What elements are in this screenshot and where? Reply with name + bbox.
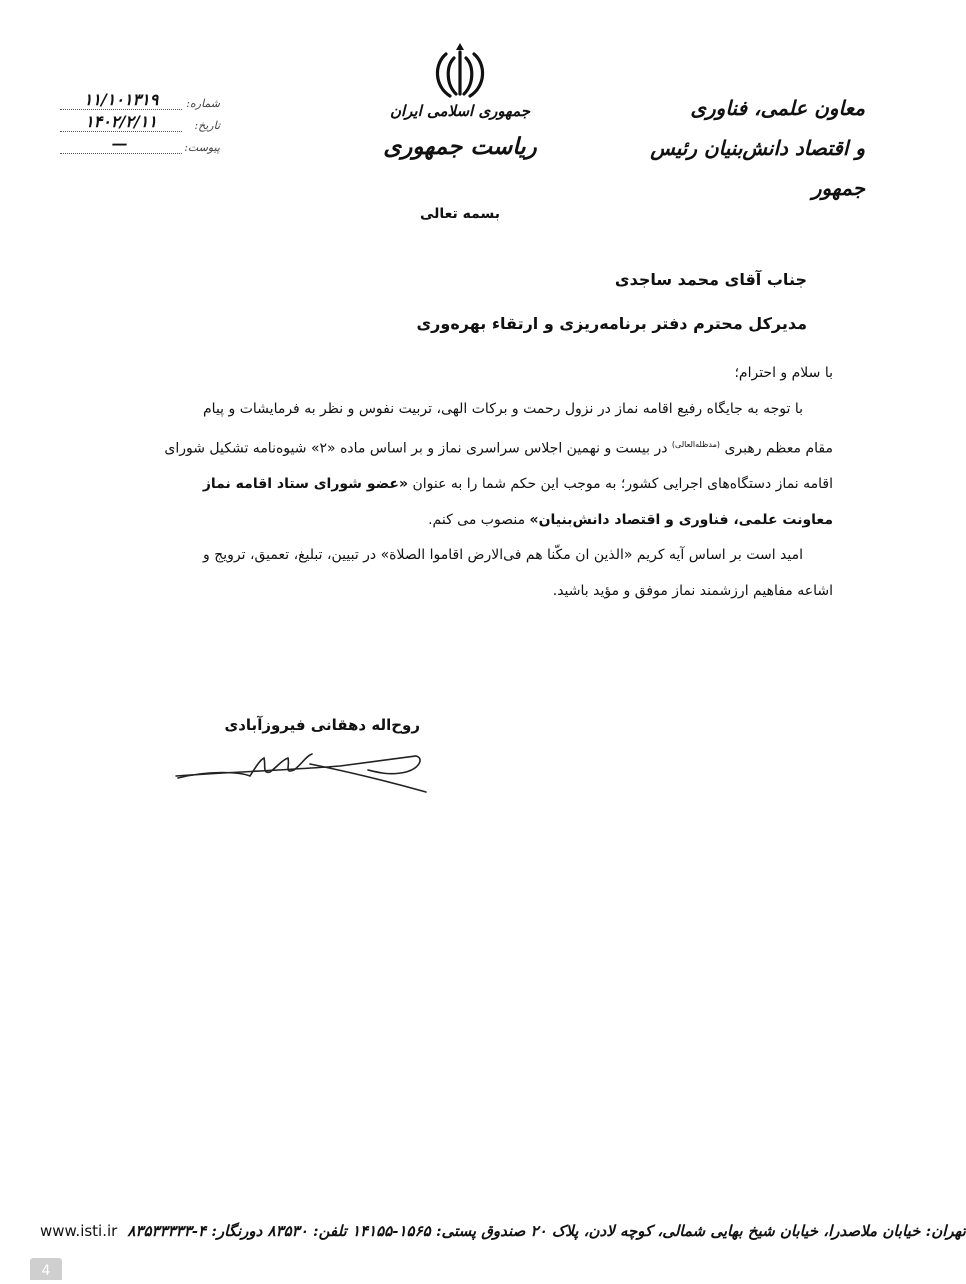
meta-attachment-value: —: [60, 135, 182, 154]
meta-attachment-row: [60, 132, 220, 154]
meta-number-row: [60, 88, 220, 110]
letter-meta: [60, 88, 220, 154]
body-line-3a: اقامه نماز دستگاه‌های اجرایی کشور؛ به موجب این حکم شما را به عنوان: [412, 476, 833, 493]
body-line-6: اشاعه مفاهیم ارزشمند نماز موفق و مؤید باشید.: [552, 582, 833, 599]
body-line-4-bold: معاونت علمی، فناوری و اقتصاد دانش‌بنیان»: [529, 511, 833, 528]
body-line-4b: منصوب می کنم.: [428, 511, 526, 528]
body-line-2a: مقام معظم رهبری: [724, 440, 833, 457]
bismillah: بسمه تعالی: [419, 206, 501, 222]
sender-line-1: معاون علمی، فناوری: [690, 96, 865, 120]
meta-attachment-label: پیوست:: [184, 141, 220, 154]
addressee: [207, 258, 807, 346]
meta-number-value: ۱۱/۱۰۱۳۱۹: [60, 91, 182, 110]
page-number-badge: 4: [30, 1258, 62, 1280]
footer-website[interactable]: www.isti.ir: [40, 1222, 118, 1240]
meta-number-label: شماره:: [186, 97, 220, 110]
meta-date-row: [60, 110, 220, 132]
body-line-2b: در بیست و نهمین اجلاس سراسری نماز و بر اساس ماده «۲» شیوه‌نامه تشکیل شورای: [164, 440, 668, 457]
body-line-5: امید است بر اساس آیه کریم «الذین ان مکّنا هم فی‌الارض اقاموا الصلاة» در تبیین، تبلیغ، تعمیق، ترویج و: [202, 547, 803, 564]
signature-image: [170, 742, 430, 802]
body-line-2: [113, 427, 833, 467]
sender-title: [625, 88, 865, 208]
addressee-name: جناب آقای محمد ساجدی: [614, 270, 807, 289]
footer-address: تهران: خیابان ملاصدرا، خیابان شیخ بهایی شمالی، کوچه لادن، پلاک ۲۰ صندوق پستی: ۱۵۶۵-۱۴۱۵۵ تلفن: ۸۳۵۳۰ دورنگار: ۴-۸۳۵۳۳۳۳۳: [127, 1222, 966, 1240]
addressee-position: مدیرکل محترم دفتر برنامه‌ریزی و ارتقاء بهره‌وری: [416, 314, 807, 333]
greeting: با سلام و احترام؛: [734, 365, 833, 381]
body-line-4: [113, 503, 833, 539]
state-line-1: جمهوری اسلامی ایران: [389, 102, 531, 120]
meta-date-value: ۱۴۰۲/۲/۱۱: [60, 113, 182, 132]
body-line-3-bold: «عضو شورای ستاد اقامه نماز: [202, 476, 409, 493]
iran-emblem-icon: [420, 40, 500, 100]
state-title: [370, 100, 550, 164]
meta-date-label: تاریخ:: [194, 119, 220, 132]
letter-body: [113, 356, 833, 609]
body-line-1: با توجه به جایگاه رفیع اقامه نماز در نزول رحمت و برکات الهی، تربیت نفوس و نظر به فرمایشات و پیام: [203, 400, 803, 417]
sender-line-2: و اقتصاد دانش‌بنیان رئیس جمهور: [650, 136, 865, 200]
state-line-2: ریاست جمهوری: [383, 133, 537, 160]
body-line-3: [113, 467, 833, 503]
footer: [40, 1222, 966, 1240]
body-line-2-sup: (مدظله‌العالی): [671, 440, 721, 449]
signer-name: روح‌اله دهقانی فیروزآبادی: [224, 716, 420, 734]
